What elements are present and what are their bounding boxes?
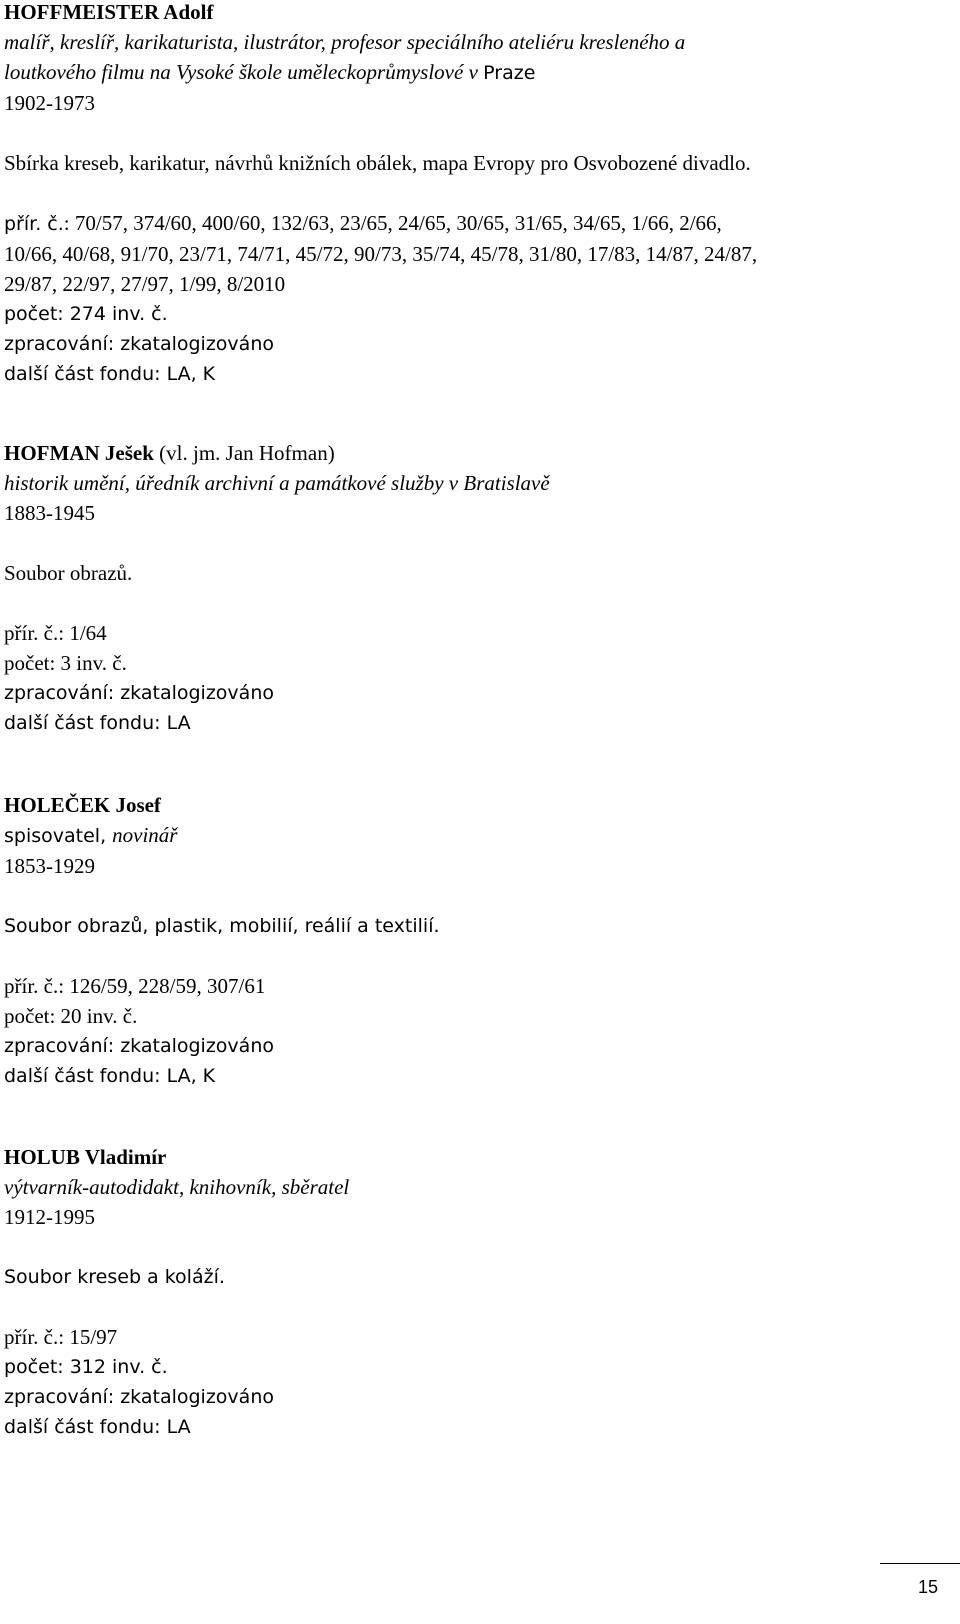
accession-values: : 70/57, 374/60, 400/60, 132/63, 23/65, 24/65, 30/65, 31/65, 34/65, 1/66, 2/66, (63, 211, 722, 235)
entry-count: počet: 20 inv. č. (4, 1004, 138, 1028)
entry-profession-text: loutkového filmu na Vysoké škole uměleckoprůmyslové v (4, 60, 484, 84)
entry-profession: výtvarník-autodidakt, knihovník, sběratel (4, 1175, 350, 1199)
entry-profession-cont (4, 57, 944, 88)
entry-name: HOFFMEISTER Adolf (4, 0, 214, 24)
entry-other-parts: další část fondu: LA (4, 1416, 191, 1438)
entry-profession-tail: Praze (483, 62, 536, 84)
entry-profession-italic: novinář (112, 823, 178, 847)
entry-other-parts: další část fondu: LA (4, 712, 191, 734)
entry-years: 1902-1973 (4, 91, 95, 115)
entry-processing: zpracování: zkatalogizováno (4, 1035, 274, 1057)
entry-collection: Sbírka kreseb, karikatur, návrhů knižních obálek, mapa Evropy pro Osvobozené divadlo. (4, 151, 751, 175)
footer-divider (880, 1563, 960, 1564)
entry-name: HOLEČEK Josef (4, 793, 161, 817)
entry-name-note: (vl. jm. Jan Hofman) (153, 441, 335, 465)
accession-label: přír. č. (4, 213, 64, 235)
entry-count: počet: 274 inv. č. (4, 303, 168, 325)
entry-holub (4, 1142, 944, 1442)
entry-hofman (4, 438, 944, 738)
entry-count: počet: 312 inv. č. (4, 1356, 168, 1378)
entry-name: HOFMAN Ješek (4, 441, 154, 465)
entry-accession (4, 208, 944, 239)
entry-years: 1912-1995 (4, 1205, 95, 1229)
entry-accession-cont: 29/87, 22/97, 27/97, 1/99, 8/2010 (4, 272, 286, 296)
entry-profession: historik umění, úředník archivní a památkové služby v Bratislavě (4, 471, 550, 495)
entry-years: 1853-1929 (4, 854, 95, 878)
entry-years: 1883-1945 (4, 501, 95, 525)
entry-processing: zpracování: zkatalogizováno (4, 1386, 274, 1408)
entry-accession: přír. č.: 15/97 (4, 1325, 118, 1349)
entry-hoffmeister (4, 0, 944, 389)
entry-profession-plain: spisovatel, (4, 825, 113, 847)
entry-collection: Soubor kreseb a koláží. (4, 1266, 225, 1288)
entry-other-parts: další část fondu: LA, K (4, 1065, 216, 1087)
entry-collection: Soubor obrazů, plastik, mobilií, reálií a textilií. (4, 915, 440, 937)
entry-processing: zpracování: zkatalogizováno (4, 682, 274, 704)
entry-accession: přír. č.: 126/59, 228/59, 307/61 (4, 974, 266, 998)
entry-name-line (4, 438, 944, 468)
entry-accession-cont: 10/66, 40/68, 91/70, 23/71, 74/71, 45/72, 90/73, 35/74, 45/78, 31/80, 17/83, 14/87, 24/87, (4, 242, 758, 266)
entry-profession (4, 820, 944, 851)
entry-accession: přír. č.: 1/64 (4, 621, 107, 645)
entry-processing: zpracování: zkatalogizováno (4, 333, 274, 355)
entry-collection: Soubor obrazů. (4, 561, 133, 585)
page-number: 15 (917, 1577, 938, 1597)
entry-name: HOLUB Vladimír (4, 1145, 167, 1169)
entry-holecek (4, 790, 944, 1091)
entry-other-parts: další část fondu: LA, K (4, 363, 216, 385)
entry-profession: malíř, kreslíř, karikaturista, ilustrátor, profesor speciálního ateliéru kresleného a (4, 30, 686, 54)
entry-count: počet: 3 inv. č. (4, 651, 127, 675)
